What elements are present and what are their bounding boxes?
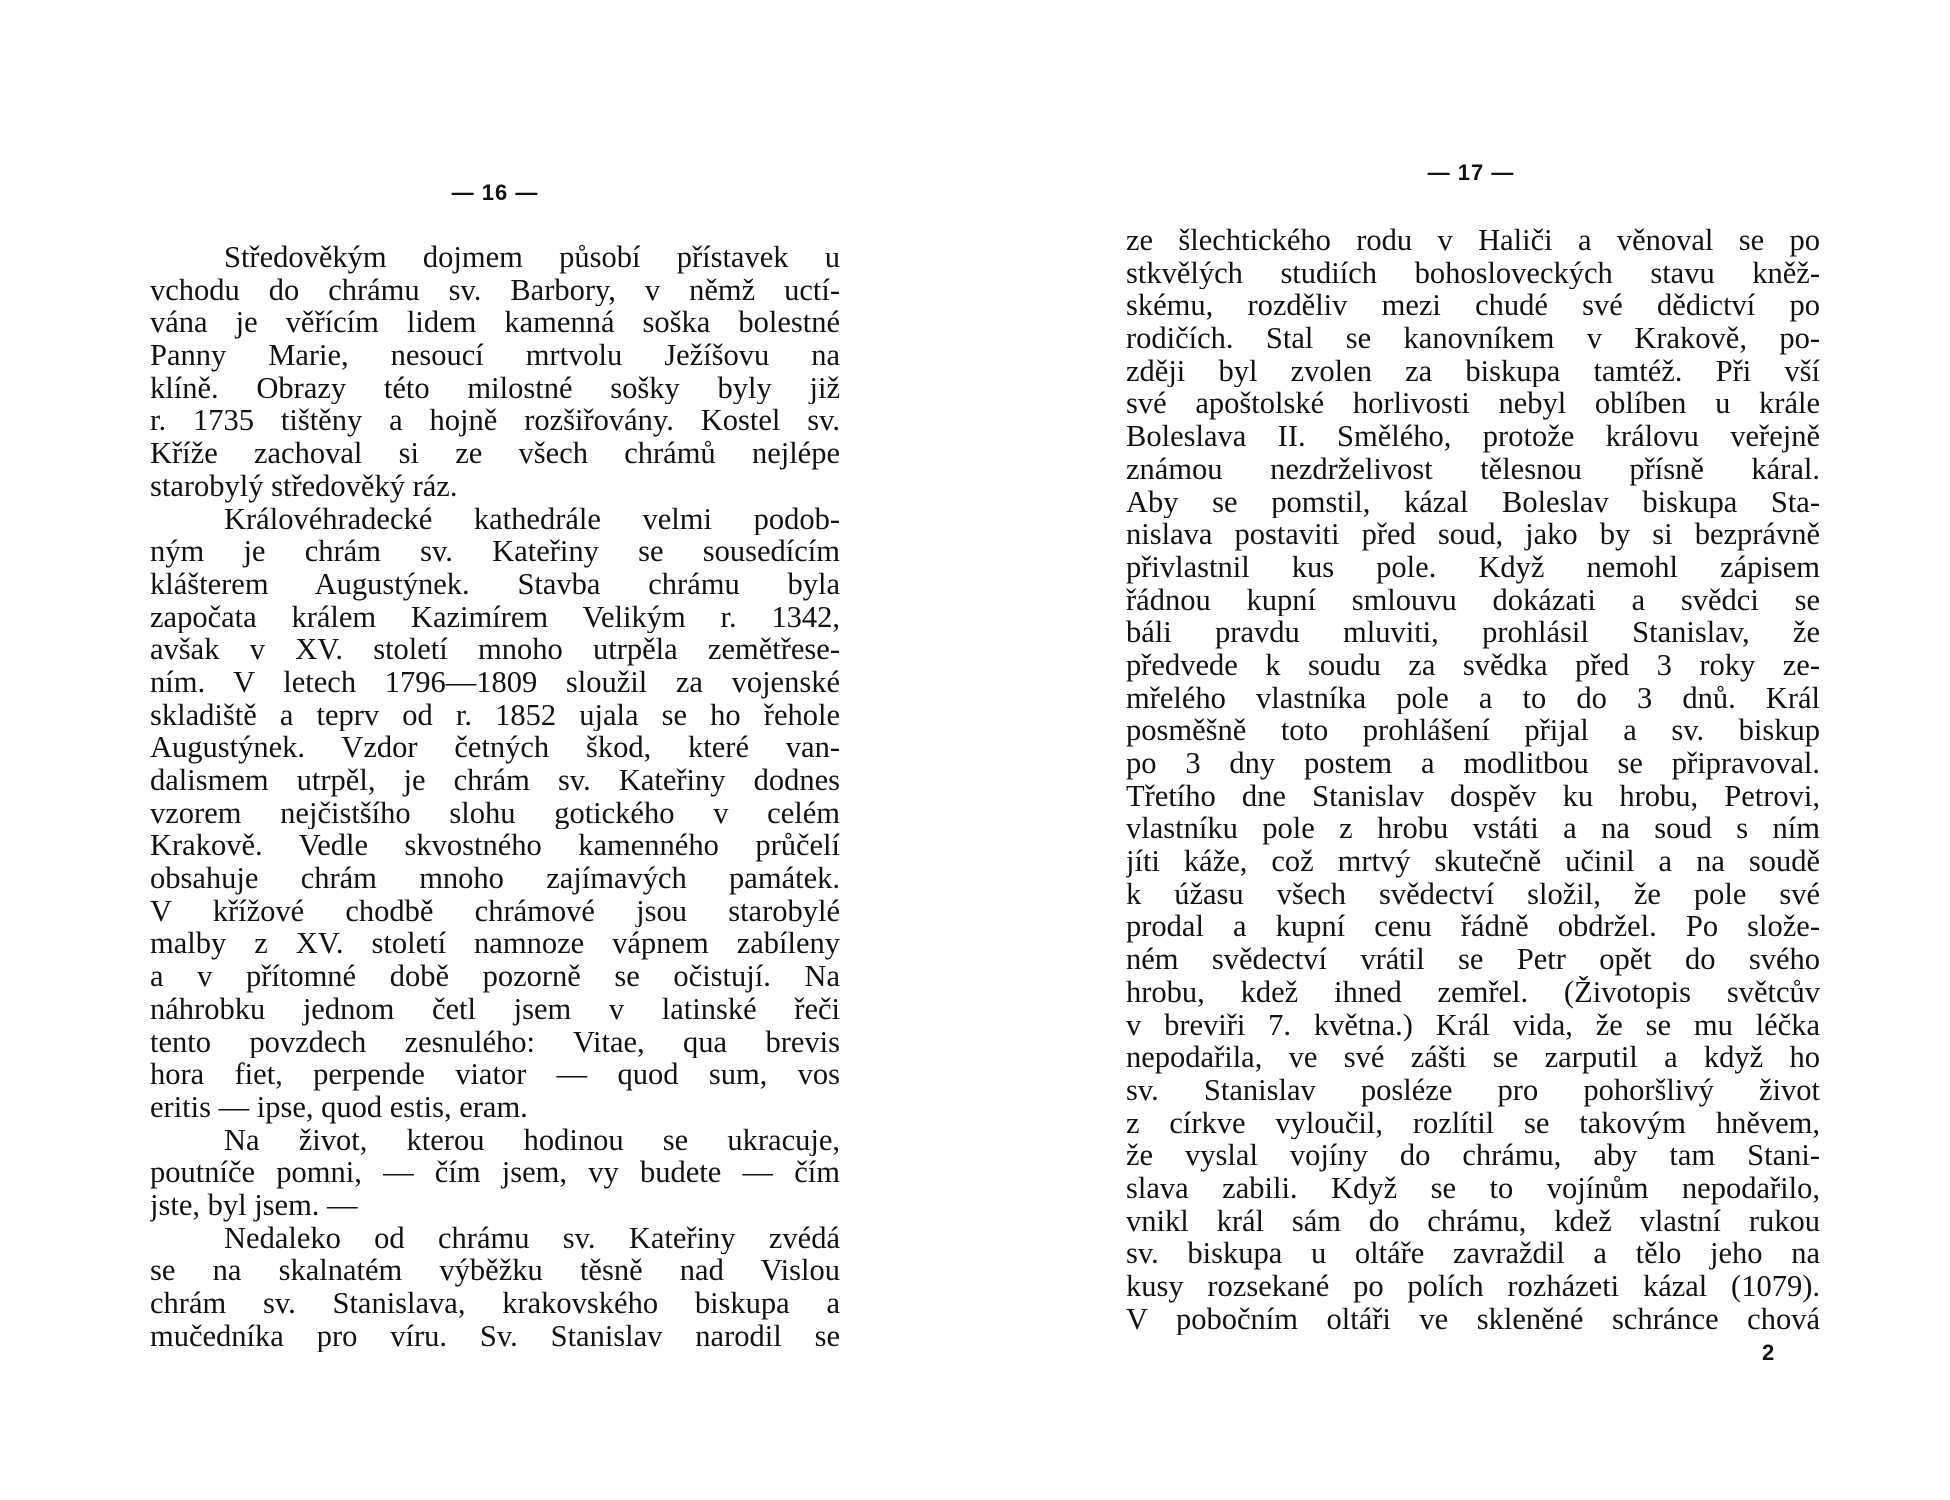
text-line: ze šlechtického rodu v Haliči a věnoval se po: [1126, 224, 1820, 257]
text-line: chrám sv. Stanislava, krakovského biskupa a: [150, 1287, 840, 1320]
text-line: hora fiet, perpende viator — quod sum, vos: [150, 1058, 840, 1091]
text-line: V křížové chodbě chrámové jsou starobylé: [150, 894, 840, 928]
text-line: a v přítomné době pozorně se očistují. Na: [150, 960, 840, 993]
text-line: avšak v XV. století mnoho utrpěla zemětřese-: [150, 633, 840, 666]
text-line: skladiště a teprv od r. 1852 ujala se ho řehole: [150, 698, 840, 732]
text-line: vzorem nejčistšího slohu gotického v celém: [150, 796, 840, 830]
text-line: posměšně toto prohlášení přijal a sv. biskup: [1126, 714, 1820, 747]
text-line: ným je chrám sv. Kateřiny se sousedícím: [150, 535, 840, 568]
text-line: stkvělých studiích bohosloveckých stavu kněž-: [1126, 256, 1820, 290]
text-line: Krakově. Vedle skvostného kamenného průčelí: [150, 829, 840, 863]
text-line: řádnou kupní smlouvu dokázati a svědci se: [1126, 583, 1820, 617]
text-line: své apoštolské horlivosti nebyl oblíben u krále: [1126, 387, 1820, 421]
page-number: — 16 —: [451, 180, 539, 205]
text-line: kusy rozsekané po polích rozházeti kázal (1079).: [1126, 1270, 1820, 1303]
text-line: v breviři 7. května.) Král vida, že se mu léčka: [1126, 1008, 1820, 1042]
text-line: Panny Marie, nesoucí mrtvolu Ježíšovu na: [150, 339, 840, 372]
text-line: vlastníku pole z hrobu vstáti a na soud s ním: [1126, 812, 1820, 846]
text-line: Na život, kterou hodinou se ukracuje,: [224, 1123, 840, 1157]
text-line: malby z XV. století namnoze vápnem zabíleny: [150, 927, 840, 961]
body-text: [150, 241, 840, 1352]
text-line: Kříže zachoval si ze všech chrámů nejlépe: [150, 437, 840, 470]
text-line: nepodařila, ve své zášti se zarputil a když ho: [1126, 1041, 1820, 1074]
text-line: Nedaleko od chrámu sv. Kateřiny zvédá: [224, 1221, 840, 1255]
text-line: k úžasu všech svědectví složil, že pole své: [1126, 877, 1820, 911]
body-text: [1126, 224, 1820, 1335]
text-line: vchodu do chrámu sv. Barbory, v němž uctí-: [150, 273, 840, 307]
text-line: po 3 dny postem a modlitbou se připravoval.: [1126, 747, 1820, 780]
text-line: náhrobku jednom četl jsem v latinské řeči: [150, 992, 840, 1026]
text-line: jste, byl jsem. —: [150, 1188, 358, 1222]
text-line: slava zabili. Když se to vojínům nepodařilo,: [1126, 1171, 1820, 1205]
text-line: jíti káže, což mrtvý skutečně učinil a na soudě: [1126, 845, 1820, 878]
text-line: klíně. Obrazy této milostné sošky byly již: [150, 371, 840, 405]
text-line: vána je věřícím lidem kamenná soška bolestné: [150, 306, 840, 340]
text-line: že vyslal vojíny do chrámu, aby tam Stani-: [1126, 1139, 1820, 1172]
text-line: sv. Stanislav posléze pro pohoršlivý život: [1126, 1073, 1820, 1107]
text-line: V pobočním oltáři ve skleněné schránce chová: [1126, 1302, 1820, 1336]
text-line: přivlastnil kus pole. Když nemohl zápisem: [1126, 550, 1820, 584]
signature-mark: 2: [1762, 1340, 1775, 1365]
text-line: mučedníka pro víru. Sv. Stanislav narodil se: [150, 1319, 840, 1353]
text-line: tento povzdech zesnulého: Vitae, qua brevis: [150, 1025, 840, 1059]
text-line: z církve vyloučil, rozlítil se takovým hněvem,: [1126, 1106, 1820, 1140]
page-number: — 17 —: [1427, 160, 1515, 185]
text-line: započata králem Kazimírem Velikým r. 1342,: [150, 600, 840, 634]
text-line: ném svědectví vrátil se Petr opět do svého: [1126, 943, 1820, 976]
text-line: prodal a kupní cenu řádně obdržel. Po slože-: [1126, 910, 1820, 944]
text-line: Boleslava II. Smělého, protože královu veřejně: [1126, 420, 1820, 453]
text-line: sv. biskupa u oltáře zavraždil a tělo jeho na: [1126, 1237, 1820, 1270]
text-line: starobylý středověký ráz.: [150, 469, 458, 503]
text-line: poutníče pomni, — čím jsem, vy budete — čím: [150, 1156, 840, 1189]
text-line: Augustýnek. Vzdor četných škod, které van-: [150, 731, 840, 764]
text-line: obsahuje chrám mnoho zajímavých památek.: [150, 862, 840, 895]
text-line: zději byl zvolen za biskupa tamtéž. Při vší: [1126, 354, 1820, 388]
text-line: vnikl král sám do chrámu, kdež vlastní rukou: [1126, 1204, 1820, 1238]
text-line: mřelého vlastníka pole a to do 3 dnů. Král: [1126, 681, 1820, 715]
text-line: r. 1735 tištěny a hojně rozšiřovány. Kostel sv.: [150, 404, 840, 438]
text-line: hrobu, kdež ihned zemřel. (Životopis světcův: [1126, 975, 1820, 1009]
text-line: předvede k soudu za svědka před 3 roky ze-: [1126, 648, 1820, 682]
text-line: skému, rozděliv mezi chudé své dědictví po: [1126, 289, 1820, 323]
text-line: eritis — ipse, quod estis, eram.: [150, 1090, 528, 1124]
text-line: Třetího dne Stanislav dospěv ku hrobu, Petrovi,: [1126, 779, 1820, 813]
text-line: klášterem Augustýnek. Stavba chrámu byla: [150, 567, 840, 601]
text-line: ním. V letech 1796—1809 sloužil za vojenské: [150, 665, 840, 699]
text-line: Aby se pomstil, kázal Boleslav biskupa Sta-: [1126, 485, 1820, 519]
text-line: Středověkým dojmem působí přístavek u: [224, 241, 840, 274]
text-line: nislava postaviti před soud, jako by si bezprávně: [1126, 518, 1820, 551]
text-line: báli pravdu mluviti, prohlásil Stanislav, že: [1126, 616, 1820, 649]
text-line: dalismem utrpěl, je chrám sv. Kateřiny dodnes: [150, 764, 840, 797]
text-line: Královéhradecké kathedrále velmi podob-: [224, 502, 840, 536]
text-line: známou nezdrželivost tělesnou přísně káral.: [1126, 452, 1820, 486]
text-line: rodičích. Stal se kanovníkem v Krakově, po-: [1126, 322, 1820, 355]
text-line: se na skalnatém výběžku těsně nad Vislou: [150, 1254, 840, 1287]
